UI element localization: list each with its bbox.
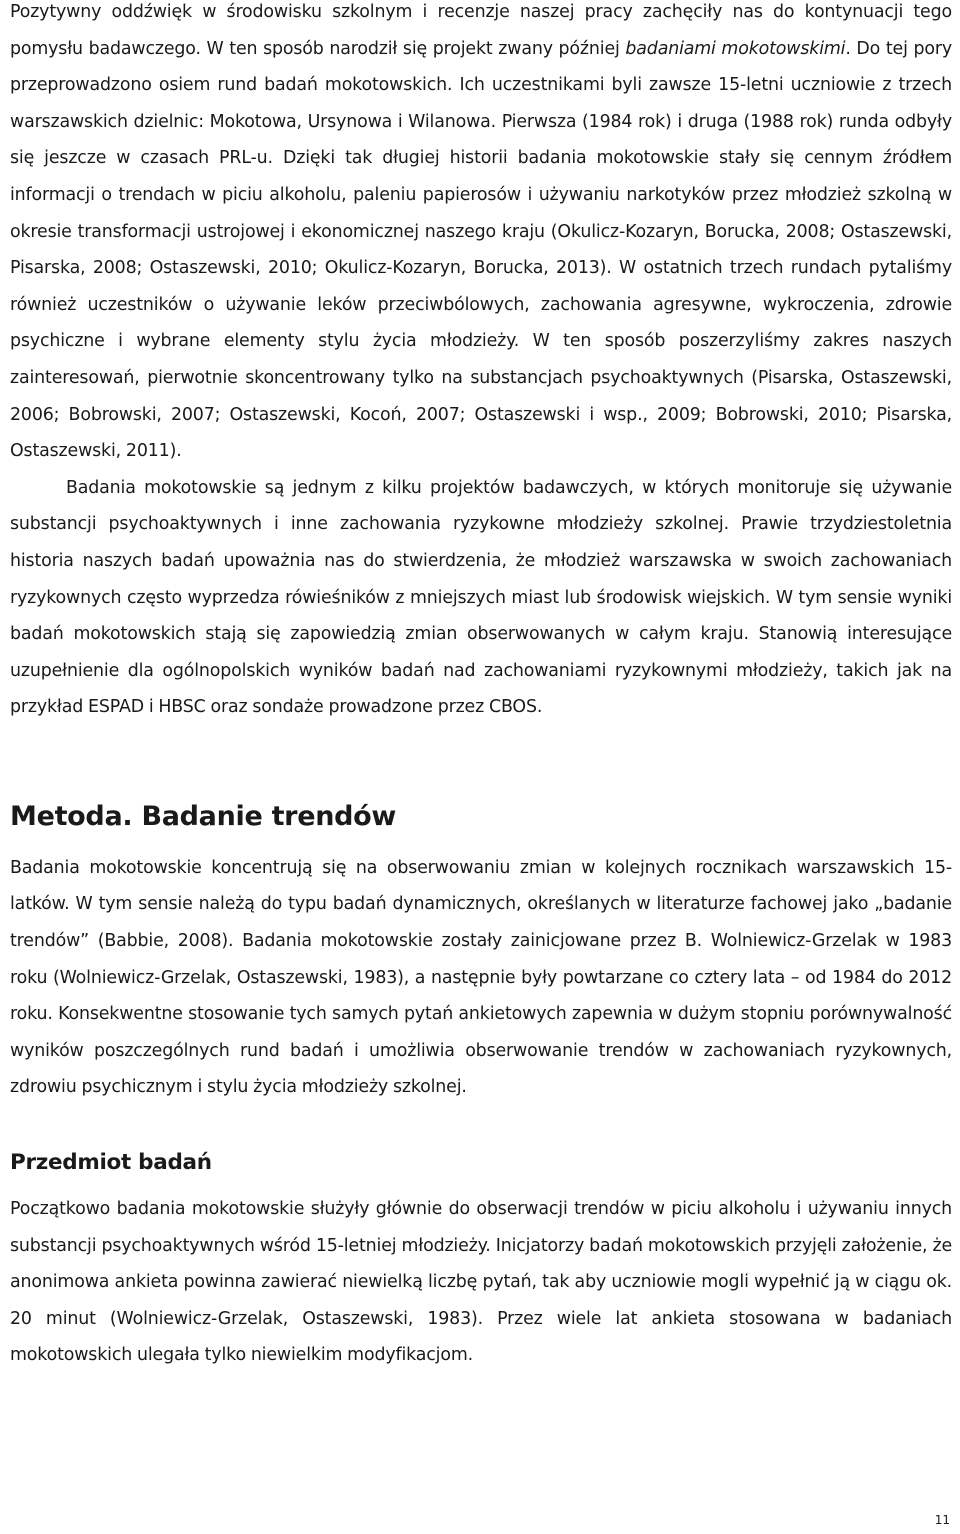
- page-number: 11: [934, 1513, 950, 1527]
- section-heading-subject: Przedmiot badań: [10, 1150, 212, 1176]
- paragraph-origins: [10, 0, 952, 470]
- project-name-italic: badaniami mokotowskimi: [625, 38, 846, 59]
- section-heading-method: Metoda. Badanie trendów: [10, 800, 397, 832]
- document-page: [10, 0, 952, 1374]
- paragraph-origins-text-end: . Do tej pory przeprowadzono osiem rund badań mokotowskich. Ich uczestnikami byli zawsze 15-letni uczniowie z trzech warszawskich dzielnic: Mokotowa, Ursynowa i Wilanowa. Pierwsza (1984 rok) i druga (1988 rok) runda odbyły się jeszcze w czasach PRL-u. Dzięki tak długiej historii badania mokotowskie stały się cennym źródłem informacji o trendach w piciu alkoholu, paleniu papierosów i używaniu narkotyków przez młodzież szkolną w okresie transformacji ustrojowej i ekonomicznej naszego kraju (Okulicz-Kozaryn, Borucka, 2008; Ostaszewski, Pisarska, 2008; Ostaszewski, 2010; Okulicz-Kozaryn, Borucka, 2013). W ostatnich trzech rundach pytaliśmy również uczestników o używanie leków przeciwbólowych, zachowania agresywne, wykroczenia, zdrowie psychiczne i wybrane elementy stylu życia młodzieży. W ten sposób poszerzyliśmy zakres naszych zainteresowań, pierwotnie skoncentrowany tylko na substancjach psychoaktywnych (Pisarska, Ostaszewski, 2006; Bobrowski, 2007; Ostaszewski, Kocoń, 2007; Ostaszewski i wsp., 2009; Bobrowski, 2010; Pisarska, Ostaszewski, 2011).: [10, 38, 952, 462]
- paragraph-subject: Początkowo badania mokotowskie służyły głównie do obserwacji trendów w piciu alkoholu i używaniu innych substancji psychoaktywnych wśród 15-letniej młodzieży. Inicjatorzy badań mokotowskich przyjęli założenie, że anonimowa ankieta powinna zawierać niewielką liczbę pytań, tak aby uczniowie mogli wypełnić ją w ciągu ok. 20 minut (Wolniewicz-Grzelak, Ostaszewski, 1983). Przez wiele lat ankieta stosowana w badaniach mokotowskich ulegała tylko niewielkim modyfikacjom.: [10, 1199, 952, 1366]
- paragraph-origins-text-start: Pozytywny oddźwięk w środowisku szkolnym i recenzje naszej pracy zachęciły nas do kontynuacji tego pomysłu badawczego. W ten sposób narodził się projekt zwany później: [10, 2, 952, 59]
- paragraph-method: Badania mokotowskie koncentrują się na obserwowaniu zmian w kolejnych rocznikach warszawskich 15-latków. W tym sensie należą do typu badań dynamicznych, określanych w literaturze fachowej jako „badanie trendów” (Babbie, 2008). Badania mokotowskie zostały zainicjowane przez B. Wolniewicz-Grzelak w 1983 roku (Wolniewicz-Grzelak, Ostaszewski, 1983), a następnie były powtarzane co cztery lata – od 1984 do 2012 roku. Konsekwentne stosowanie tych samych pytań ankietowych zapewnia w dużym stopniu porównywalność wyników poszczególnych rund badań i umożliwia obserwowanie trendów w zachowaniach ryzykownych, zdrowiu psychicznym i stylu życia młodzieży szkolnej.: [10, 857, 952, 1098]
- paragraph-monitoring: Badania mokotowskie są jednym z kilku projektów badawczych, w których monitoruje się używanie substancji psychoaktywnych i inne zachowania ryzykowne młodzieży szkolnej. Prawie trzydziestoletnia historia naszych badań upoważnia nas do stwierdzenia, że młodzież warszawska w swoich zachowaniach ryzykownych często wyprzedza rówieśników z mniejszych miast lub środowisk wiejskich. W tym sensie wyniki badań mokotowskich stają się zapowiedzią zmian obserwowanych w całym kraju. Stanowią interesujące uzupełnienie dla ogólnopolskich wyników badań nad zachowaniami ryzykownymi młodzieży, takich jak na przykład ESPAD i HBSC oraz sondaże prowadzone przez CBOS.: [10, 477, 952, 718]
